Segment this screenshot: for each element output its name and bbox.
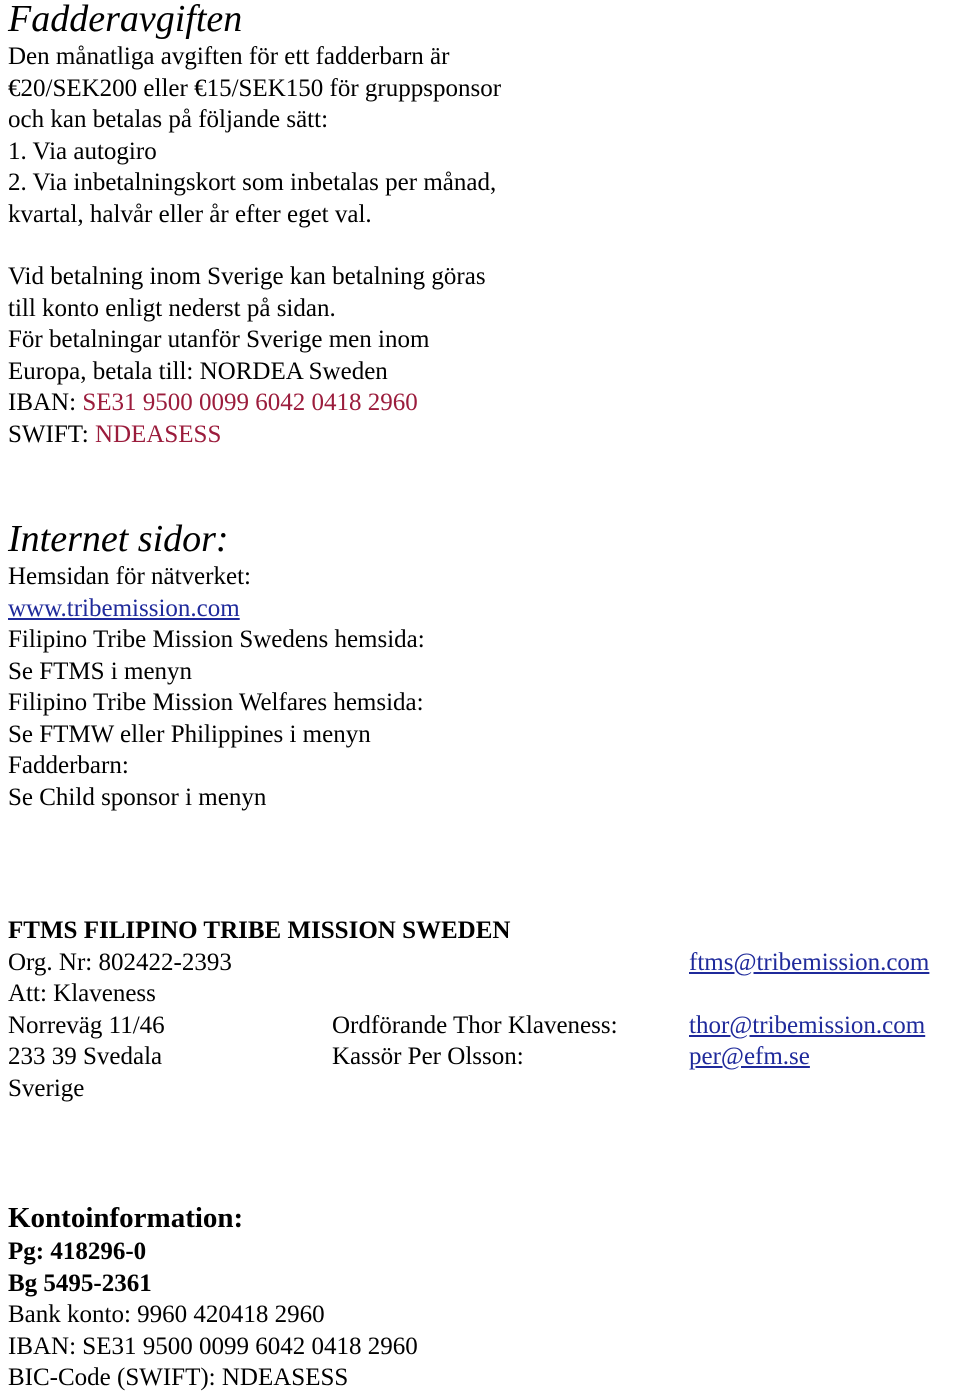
contact-cell: Ordförande Thor Klaveness: xyxy=(332,1011,618,1039)
contact-cell xyxy=(689,978,953,1010)
text-line: BIC-Code (SWIFT): NDEASESS xyxy=(8,1364,349,1391)
email-link-ftms[interactable]: ftms@tribemission.com xyxy=(689,948,930,976)
text-line: Filipino Tribe Mission Swedens hemsida: xyxy=(8,626,425,653)
contact-cell xyxy=(332,947,689,979)
email-link-thor[interactable]: thor@tribemission.com xyxy=(689,1011,926,1039)
heading-fadderavgiften: Fadderavgiften xyxy=(8,0,243,40)
section-contact xyxy=(8,915,953,1104)
email-link-per[interactable]: per@efm.se xyxy=(689,1043,810,1070)
contact-cell xyxy=(332,978,689,1010)
text-line: €20/SEK200 eller €15/SEK150 för gruppsponsor xyxy=(8,74,502,102)
text-line: Fadderbarn: xyxy=(8,752,129,779)
contact-cell: Org. Nr: 802422-2393 xyxy=(8,948,232,976)
contact-row xyxy=(8,1073,953,1105)
iban-label: IBAN: xyxy=(8,389,83,416)
text-line: Hemsidan för nätverket: xyxy=(8,563,251,590)
text-line: För betalningar utanför Sverige men inom xyxy=(8,326,430,353)
text-line: Europa, betala till: NORDEA Sweden xyxy=(8,357,388,385)
contact-cell: Att: Klaveness xyxy=(8,980,156,1007)
pg-line: Pg: 418296-0 xyxy=(8,1238,147,1265)
contact-row xyxy=(8,947,953,979)
text-line: IBAN: SE31 9500 0099 6042 0418 2960 xyxy=(8,1332,418,1360)
iban-line xyxy=(8,387,501,419)
bg-line: Bg 5495-2361 xyxy=(8,1269,152,1297)
heading-internet-sidor: Internet sidor: xyxy=(8,518,229,560)
swift-line xyxy=(8,419,501,451)
section-fadderavgiften xyxy=(8,0,501,450)
heading-kontoinformation: Kontoinformation: xyxy=(8,1202,244,1234)
text-line: Se FTMS i menyn xyxy=(8,657,193,685)
text-line: Bank konto: 9960 420418 2960 xyxy=(8,1301,325,1328)
iban-value: SE31 9500 0099 6042 0418 2960 xyxy=(82,389,418,416)
website-link[interactable]: www.tribemission.com xyxy=(8,594,240,622)
text-line: kvartal, halvår eller år efter eget val. xyxy=(8,200,372,228)
contact-row xyxy=(8,1041,953,1073)
contact-cell xyxy=(689,1073,953,1105)
contact-cell: Kassör Per Olsson: xyxy=(332,1043,524,1070)
contact-cell xyxy=(332,1073,689,1105)
text-line: Filipino Tribe Mission Welfares hemsida: xyxy=(8,689,424,716)
text-line: Den månatliga avgiften för ett fadderbarn är xyxy=(8,43,450,70)
text-line: Se Child sponsor i menyn xyxy=(8,783,267,811)
section-internet-sidor xyxy=(8,520,425,813)
swift-label: SWIFT: xyxy=(8,420,95,448)
text-line: Se FTMW eller Philippines i menyn xyxy=(8,720,371,748)
org-heading: FTMS FILIPINO TRIBE MISSION SWEDEN xyxy=(8,917,511,944)
contact-cell: 233 39 Svedala xyxy=(8,1043,163,1070)
text-line: 2. Via inbetalningskort som inbetalas per månad, xyxy=(8,169,497,196)
contact-cell: Sverige xyxy=(8,1074,85,1102)
text-line: 1. Via autogiro xyxy=(8,137,157,165)
text-line: till konto enligt nederst på sidan. xyxy=(8,294,336,322)
text-line: och kan betalas på följande sätt: xyxy=(8,106,329,133)
text-line: Vid betalning inom Sverige kan betalning göras xyxy=(8,263,486,290)
contact-row xyxy=(8,1010,953,1042)
contact-row xyxy=(8,978,953,1010)
contact-cell: Norreväg 11/46 xyxy=(8,1011,165,1039)
section-kontoinformation xyxy=(8,1200,418,1394)
swift-value: NDEASESS xyxy=(94,420,222,448)
